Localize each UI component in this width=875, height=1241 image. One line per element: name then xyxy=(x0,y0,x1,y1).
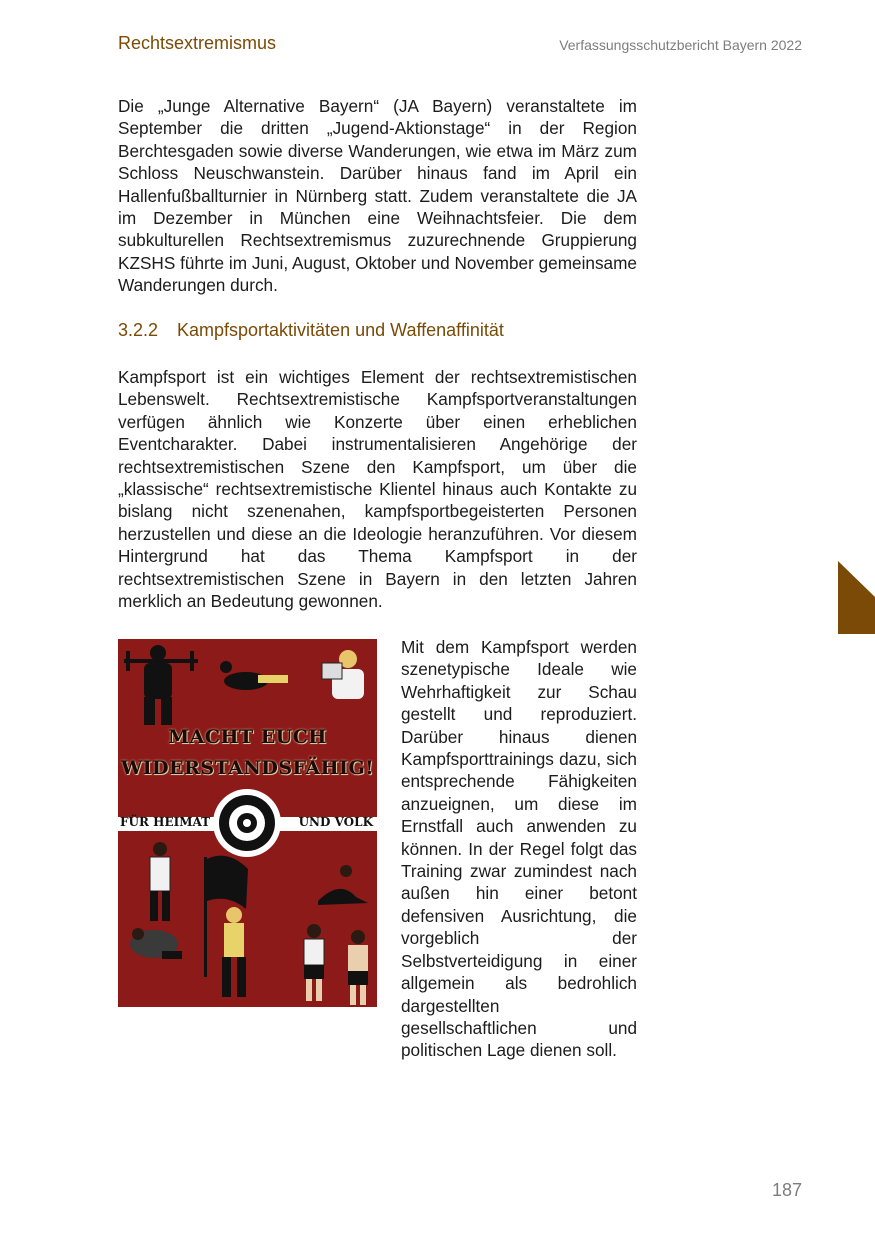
page-number: 187 xyxy=(771,1180,802,1200)
body-paragraph-3: Mit dem Kampfsport werden szenetypische Ideale wie Wehrhaftigkeit zur Schau gestellt und reproduziert. Darüber hinaus dienen Kampfsporttrainings dazu, sich entsprechende Fähigkeiten anzueignen, um diese im Ernstfall auch anwenden zu können. In der Regel folgt das Training zwar zumindest nach außen hin einer betont defensiven Ausrichtung, die vorgeblich der Selbstverteidigung in einer allgemein als bedrohlich dargestellten gesellschaftlichen und politischen Lage dienen soll. xyxy=(401,637,637,1061)
situp-figure xyxy=(220,661,288,690)
section-heading xyxy=(118,320,504,341)
running-header-chapter: Rechtsextremismus xyxy=(118,33,277,53)
weightlifter-figure xyxy=(124,645,198,725)
chapter-tab-marker xyxy=(838,561,875,634)
section-number: 3.2.2 xyxy=(118,320,159,340)
reading-woman-figure xyxy=(322,650,364,699)
running-header-report: Verfassungsschutzbericht Bayern 2022 xyxy=(559,37,802,53)
poster-title-line-2: WIDERSTANDSFÄHIG! xyxy=(120,757,375,779)
body-paragraph-1: Die „Junge Alternative Bayern“ (JA Bayern) veranstaltete im September die dritten „Jugend-Aktionstage“ in der Region Berchtesgaden sowie diverse Wanderungen, wie etwa im März zum Schloss Neuschwanstein. Darüber hinaus fand im April ein Hallenfußballturnier in Nürnberg statt. Zudem veranstaltete die JA im Dezember in München eine Weihnachtsfeier. Die dem subkulturellen Rechtsextremismus zuzurechnende Gruppierung KZSHS führte im Juni, August, Oktober und November gemeinsame Wanderungen durch. xyxy=(118,96,637,296)
poster-band-text-right: UND VOLK xyxy=(298,815,373,829)
poster-title-line-1: MACHT EUCH xyxy=(168,726,327,748)
poster-band-text-left: FÜR HEIMAT xyxy=(120,815,211,829)
body-paragraph-2: Kampfsport ist ein wichtiges Element der rechtsextremistischen Lebenswelt. Rechtsextremistische Kampfsportveranstaltungen verfügen ähnlich wie Konzerte über einen erheblichen Eventcharakter. Dabei instrumentalisieren Angehörige der rechtsextremistischen Szene den Kampfsport, um über die „klassische“ rechtsextremistische Klientel hinaus auch Kontakte zu bislang nicht szenenahen, kampfsportbegeisterten Personen herzustellen und diese an die Ideologie heranzuführen. Vor diesem Hintergrund hat das Thema Kampfsport in der rechtsextremistischen Szene in Bayern in den letzten Jahren merklich an Bedeutung gewonnen. xyxy=(118,367,637,612)
propaganda-poster-image xyxy=(118,639,377,1007)
section-title: Kampfsportaktivitäten und Waffenaffinität xyxy=(177,320,504,340)
